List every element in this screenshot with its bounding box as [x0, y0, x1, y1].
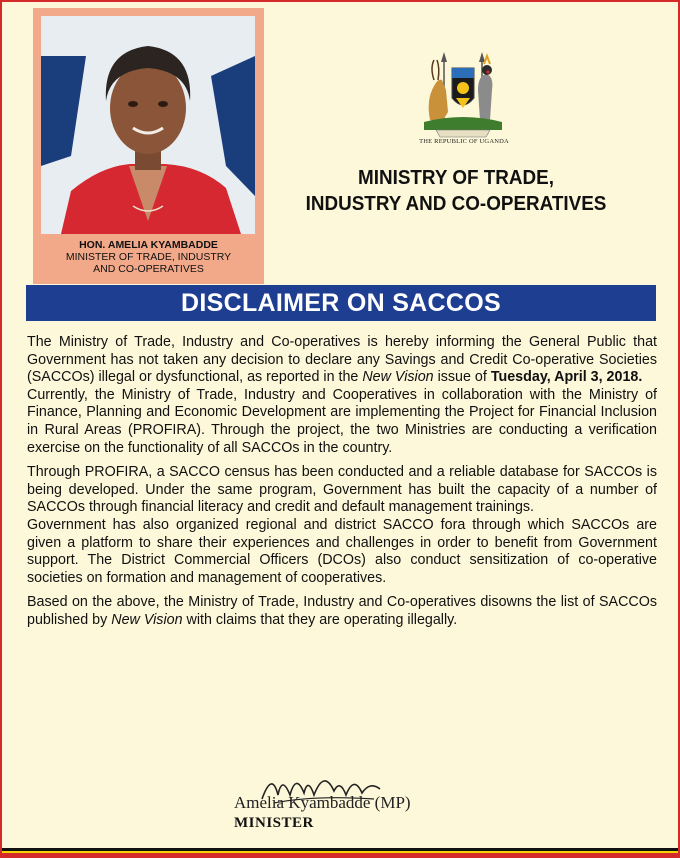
- paragraph-1-text: The Ministry of Trade, Industry and Co-operatives is hereby informing the General Public that Government has not taken any decision to declare any Savings and Credit Co-operative Societies (SACCOs) illegal or dysfunctional, as reported in the: [27, 334, 657, 386]
- ministry-title-line2: INDUSTRY AND CO-OPERATIVES: [305, 192, 607, 215]
- flag-stripe-red: [2, 853, 678, 856]
- paragraph-3: Through PROFIRA, a SACCO census has been conducted and a reliable database for SACCOs is being developed. Under the same program, Government has built the capacity of a number of SACCOs through financial literacy and credit and default management trainings.: [27, 464, 657, 516]
- publication-name: New Vision: [362, 369, 434, 386]
- minister-caption: [33, 239, 264, 275]
- signatory-name: Amelia Kyambadde (MP): [234, 793, 411, 812]
- paragraph-5: [27, 594, 657, 629]
- publication-name-2: New Vision: [111, 611, 183, 628]
- paragraph-5-text: Based on the above, the Ministry of Trade, Industry and Co-operatives disowns the list of SACCOs published by: [27, 594, 657, 628]
- paragraph-4: Government has also organized regional and district SACCO fora through which SACCOs are given a platform to share their experiences and challenges in order to benefit from Government support. The District Commercial Officers (DCOs) also conduct sensitization of co-operative societies on formation and management of cooperatives.: [27, 516, 657, 586]
- minister-title-line2: AND CO-OPERATIVES: [93, 263, 204, 275]
- signatory-title: MINISTER: [234, 815, 314, 831]
- minister-photo: [41, 16, 255, 234]
- paragraph-2: Currently, the Ministry of Trade, Industry and Cooperatives in collaboration with the Ministry of Finance, Planning and Economic Development are implementing the Project for Financial Inclusion in Rural Areas (PROFIRA). Through the project, the two Ministries are conducting a verification exercise on the functionality of all SACCOs in the country.: [27, 386, 657, 456]
- ministry-title: [285, 165, 627, 217]
- paragraph-1: [27, 334, 657, 387]
- paragraph-5-end: with claims that they are operating illegally.: [182, 611, 458, 628]
- minister-title-line1: MINISTER OF TRADE, INDUSTRY: [65, 251, 232, 263]
- minister-name: HON. AMELIA KYAMBADDE: [79, 239, 218, 251]
- minister-photo-panel: [33, 8, 264, 284]
- flag-stripe: [2, 848, 678, 856]
- paragraph-1-mid: issue of: [433, 369, 491, 386]
- republic-caption: THE REPUBLIC OF UGANDA: [419, 138, 509, 145]
- disclaimer-banner: DISCLAIMER ON SACCOS: [26, 285, 656, 321]
- coat-of-arms-icon: [420, 50, 506, 138]
- issue-date: Tuesday, April 3, 2018.: [490, 369, 643, 386]
- ministry-title-line1: MINISTRY OF TRADE,: [358, 166, 554, 189]
- signature-block: [224, 757, 464, 847]
- disclaimer-body: [27, 334, 657, 630]
